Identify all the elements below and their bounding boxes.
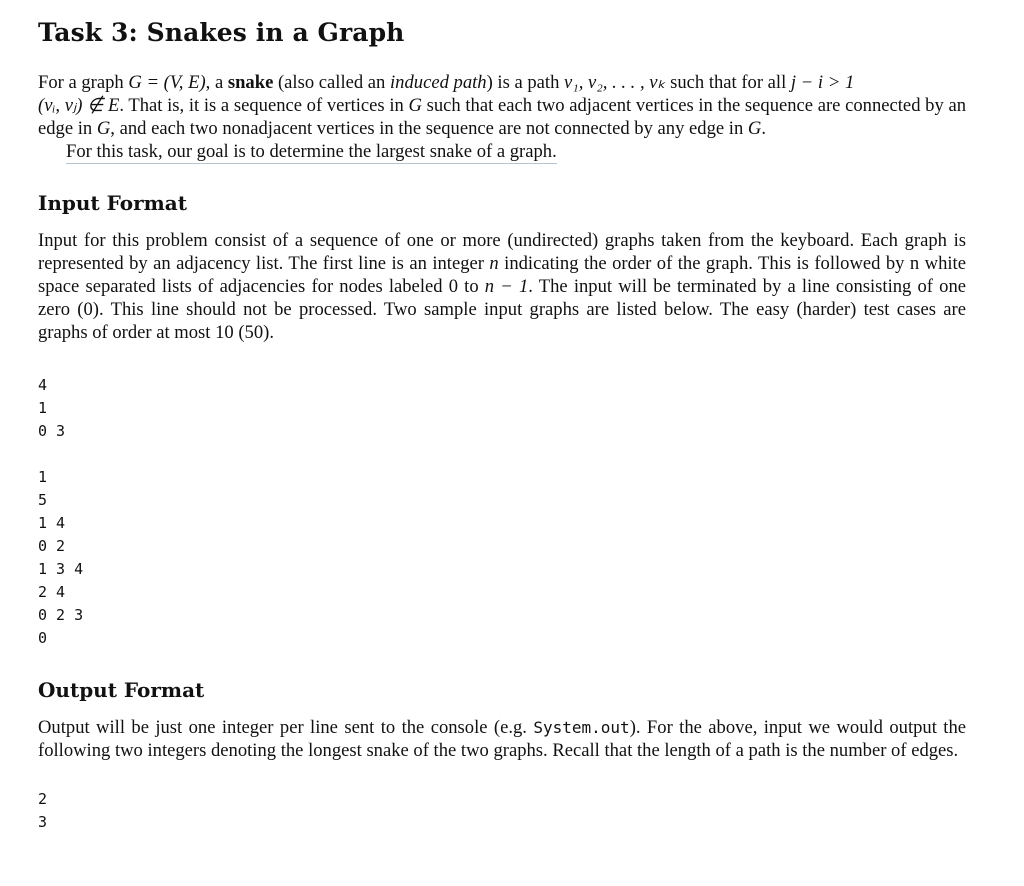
math-n-minus-one: n − 1 (484, 276, 529, 297)
text-run: , a (205, 72, 228, 93)
sample-input-line: 1 (38, 468, 48, 486)
text-run: such that for all (665, 72, 791, 93)
input-format-heading: Input Format (38, 191, 187, 215)
math-g: G (96, 118, 111, 139)
input-format-paragraph (38, 229, 966, 344)
term-snake: snake (227, 72, 274, 93)
sample-input-block (38, 374, 966, 650)
sample-input-line: 1 3 4 (38, 560, 84, 578)
sample-output-block (38, 788, 966, 834)
sample-input-line: 1 (38, 399, 48, 417)
math-g: G (408, 95, 422, 116)
sample-input-line (38, 443, 966, 466)
text-run: ). For the above, input we would output the following two integers denoting the longest snake of the two graphs. Recall that the length of a path is the number of edges. (38, 717, 966, 761)
text-run: indicating the order of the graph. This is followed by n white space separated lists of adjacencies for nodes labeled 0 to (38, 253, 966, 297)
document-page (38, 18, 966, 834)
intro-paragraph (38, 71, 966, 140)
input-format-section (38, 191, 966, 650)
goal-text: For this task, our goal is to determine the largest snake of a graph. (66, 141, 557, 162)
text-run: such that each two adjacent vertices in the sequence are connected by an edge in (38, 95, 966, 139)
sample-input-line: 0 (38, 629, 48, 647)
output-format-section (38, 678, 966, 834)
text-run: Output will be just one integer per line sent to the console (e.g. (38, 717, 534, 738)
math-index-condition: j − i > 1 (790, 72, 855, 93)
text-run: , and each two nonadjacent vertices in the sequence are not connected by any edge in (110, 118, 748, 139)
intro-section (38, 71, 966, 163)
term-induced-path: induced path (390, 72, 487, 93)
code-system-out: System.out (533, 718, 630, 737)
sample-input-line: 5 (38, 491, 48, 509)
math-edge-condition: (vᵢ, vⱼ) ∉ E (38, 95, 120, 116)
sample-output-line: 2 (38, 790, 48, 808)
math-g: G (747, 118, 762, 139)
math-vertex-sequence: v₁, v₂, . . . , vₖ (564, 72, 666, 93)
output-format-heading: Output Format (38, 678, 205, 702)
text-run: ) is a path (486, 72, 565, 93)
page-title: Task 3: Snakes in a Graph (38, 18, 405, 47)
sample-input-line: 1 4 (38, 514, 66, 532)
sample-output-line: 3 (38, 813, 48, 831)
sample-input-line: 0 2 3 (38, 606, 84, 624)
output-format-paragraph (38, 716, 966, 762)
sample-input-line: 0 2 (38, 537, 66, 555)
text-run: . The input will be terminated by a line consisting of one zero (0). This line should not be processed. Two sample input graphs are listed below. The easy (harder) test cases are graphs of order at most 10 (50). (38, 276, 966, 343)
math-n: n (489, 253, 499, 274)
math-graph-def: G = (V, E) (128, 72, 206, 93)
text-run: . (761, 118, 766, 139)
goal-paragraph (38, 140, 966, 163)
sample-input-line: 4 (38, 376, 48, 394)
text-run: For a graph (38, 72, 129, 93)
text-run: (also called an (273, 72, 391, 93)
sample-input-line: 0 3 (38, 422, 66, 440)
sample-input-line: 2 4 (38, 583, 66, 601)
text-run: Input for this problem consist of a sequence of one or more (undirected) graphs taken from the keyboard. Each graph is represented by an adjacency list. The first line is an integer (38, 230, 966, 274)
text-run: . That is, it is a sequence of vertices in (119, 95, 409, 116)
